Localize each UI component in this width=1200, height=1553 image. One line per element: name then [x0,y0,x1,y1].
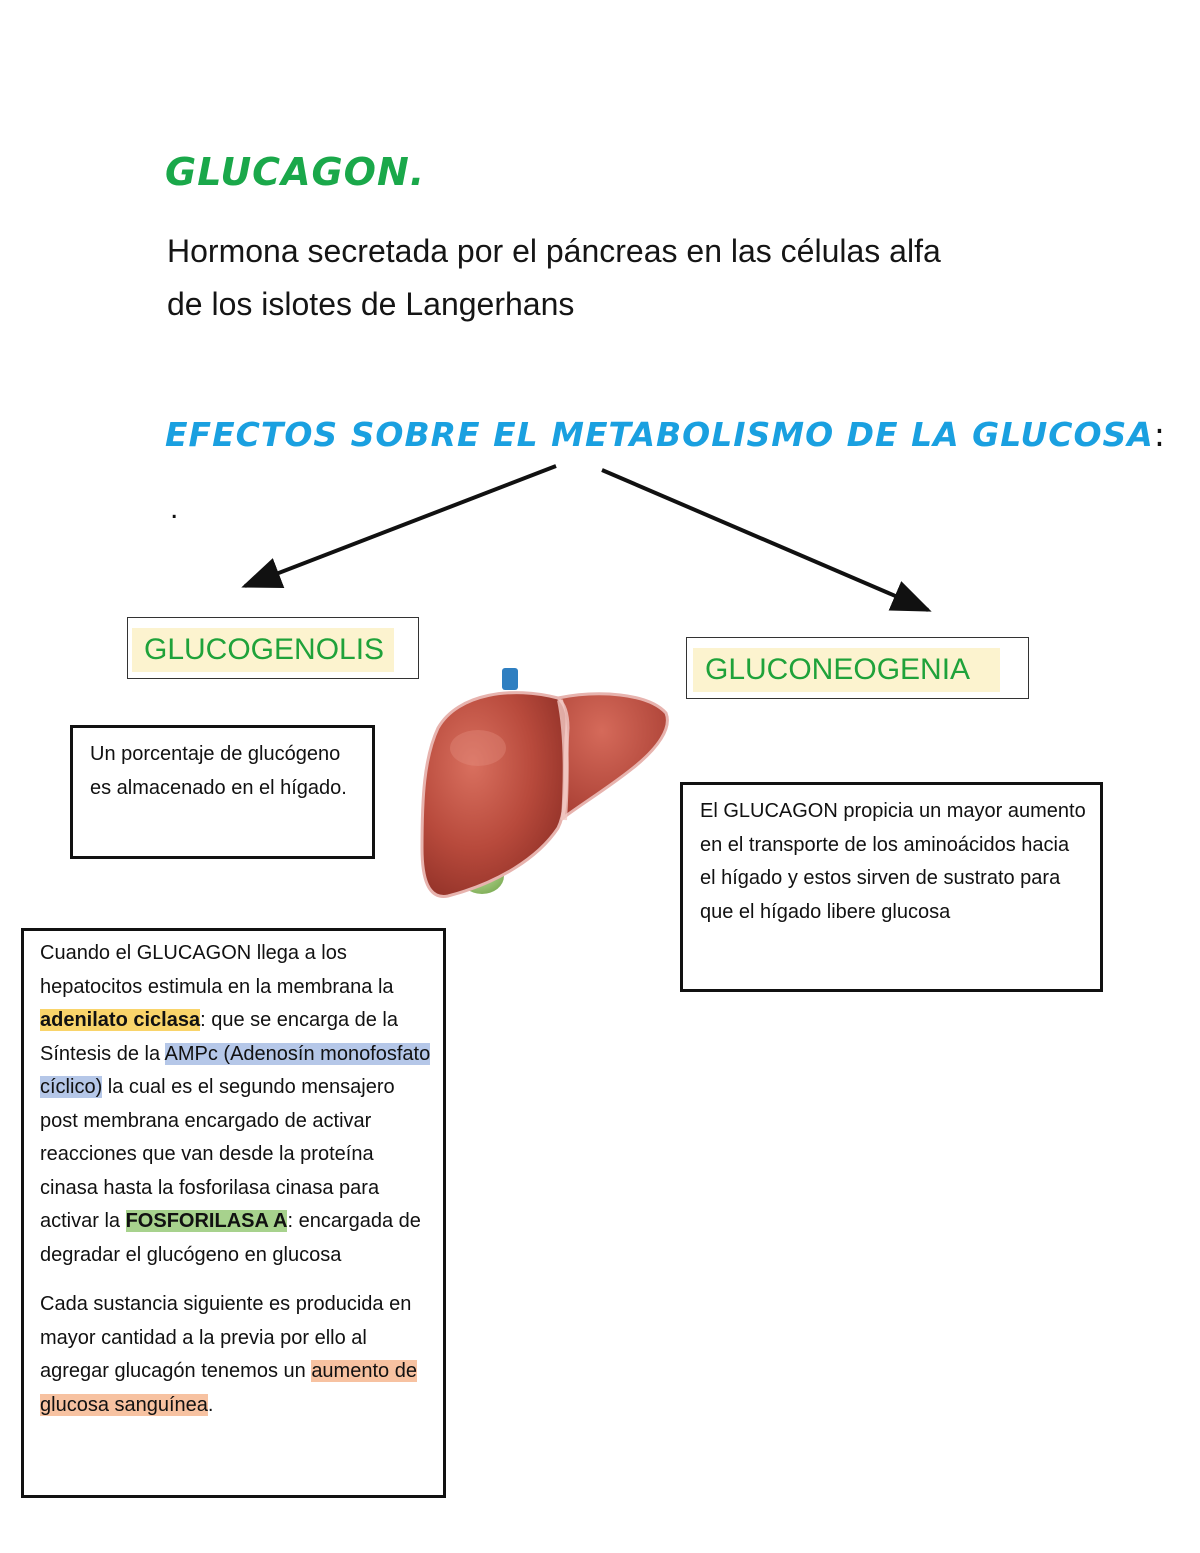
mechanism-note [21,928,446,1498]
branch-arrows [0,0,1200,700]
bullet-dot: . [170,492,179,525]
mechanism-text-1c: la cual es el segundo mensajero post membrana encargado de activar reacciones que van desde la proteína cinasa hasta la fosforilasa cinasa para activar la [40,1076,395,1232]
mechanism-text-2b: . [207,1393,214,1416]
mechanism-paragraph-2 [40,1288,435,1422]
highlight-aumento-glucosa: aumento de glucosa sanguínea [40,1360,417,1416]
arrow-right [602,470,928,610]
gluconeogenia-box [686,637,1029,699]
mechanism-paragraph-1 [40,937,435,1272]
glucogenolisis-box [127,617,419,679]
highlight-fosforilasa-a: FOSFORILASA A [125,1210,288,1232]
gluconeogenia-note: El GLUCAGON propicia un mayor aumento en el transporte de los aminoácidos hacia el hígado y estos sirven de sustrato para que el hígado libere glucosa [680,782,1103,992]
gluconeogenia-label: GLUCONEOGENIA [693,648,1000,692]
effects-heading-text: EFECTOS SOBRE EL METABOLISMO DE LA GLUCOSA [165,415,1154,454]
mechanism-text-1a: Cuando el GLUCAGON llega a los hepatocitos estimula en la membrana la [40,942,394,998]
mechanism-text-1b: : que se encarga de la Síntesis de la [40,1009,398,1065]
arrow-left [245,466,556,586]
page-title: GLUCAGON. [165,150,426,194]
liver-illustration [418,668,670,900]
intro-line-2: de los islotes de Langerhans [167,286,575,322]
mechanism-text-1d: : encargada de degradar el glucógeno en glucosa [40,1210,421,1266]
effects-heading-colon: : [1153,415,1166,454]
highlight-ampc: AMPc (Adenosín monofosfato cíclico) [40,1042,431,1098]
intro-line-1: Hormona secretada por el páncreas en las células alfa [167,233,941,269]
glucogenolisis-note: Un porcentaje de glucógeno es almacenado en el hígado. [70,725,375,859]
glucogenolisis-label: GLUCOGENOLIS [132,628,394,672]
highlight-adenilato-ciclasa: adenilato ciclasa [40,1009,201,1031]
mechanism-text-2a: Cada sustancia siguiente es producida en mayor cantidad a la previa por ello al agregar glucagón tenemos un [40,1293,412,1382]
